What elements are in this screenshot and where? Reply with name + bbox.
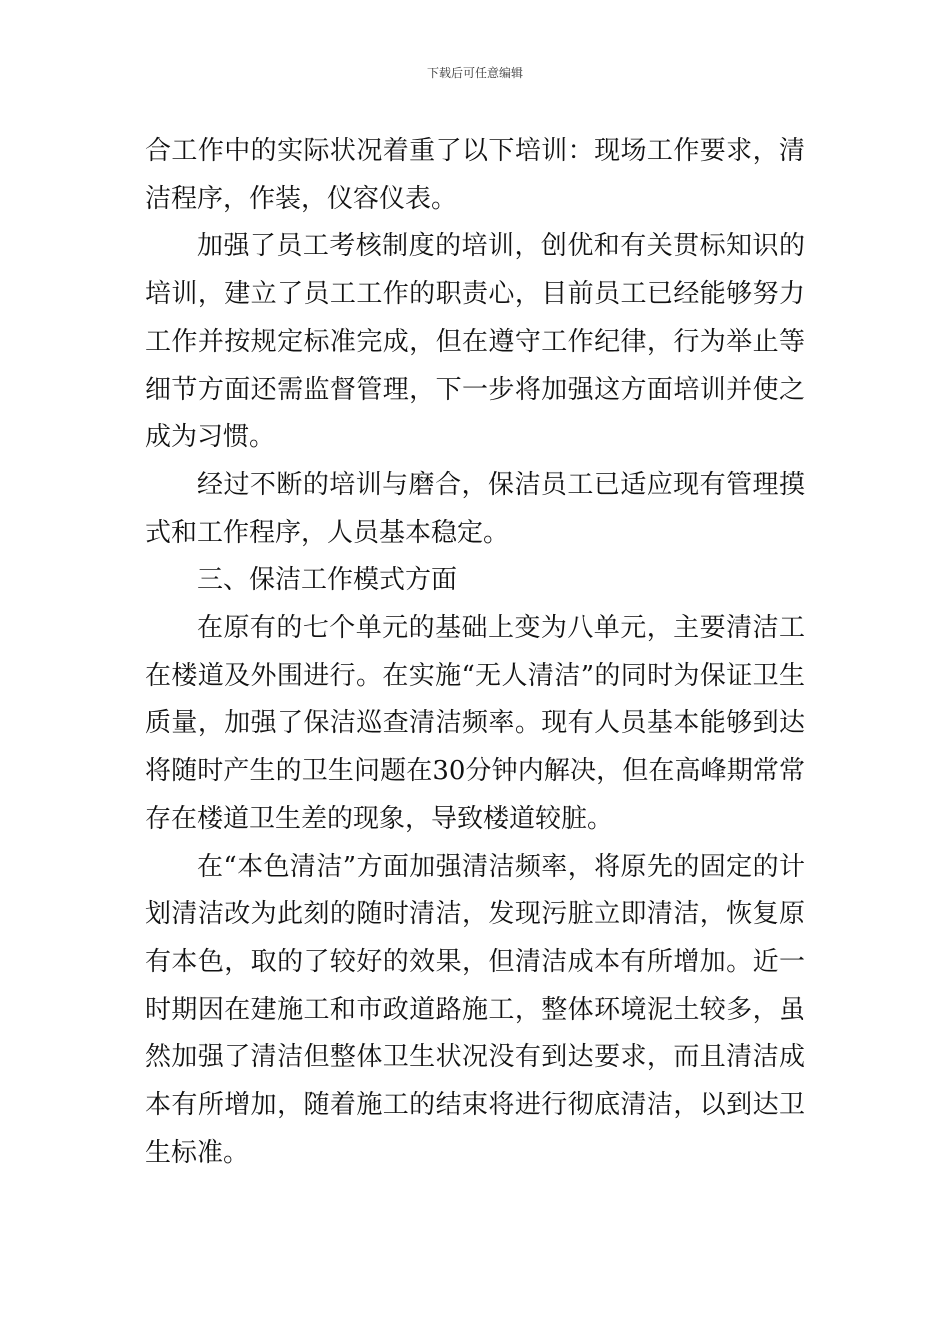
paragraph-continuation: 合工作中的实际状况着重了以下培训：现场工作要求，清洁程序，作装，仪容仪表。 — [145, 136, 805, 214]
section-heading: 三、保洁工作模式方面 — [197, 565, 458, 596]
paragraph-adaptation: 经过不断的培训与磨合，保洁员工已适应现有管理摸式和工作程序，人员基本稳定。 — [145, 469, 805, 548]
paragraph-training: 加强了员工考核制度的培训，创优和有关贯标知识的培训，建立了员工工作的职责心，目前员工已经能够努力工作并按规定标准完成，但在遵守工作纪律，行为举止等细节方面还需监督管理，下一步将加强这方面培训并使之成为习惯。 — [145, 231, 805, 453]
paragraph-natural-cleaning: 在“本色清洁”方面加强清洁频率，将原先的固定的计划清洁改为此刻的随时清洁，发现污脏立即清洁，恢复原有本色，取的了较好的效果，但清洁成本有所增加。近一时期因在建施工和市政道路施工，整体环境泥土较多，虽然加强了清洁但整体卫生状况没有到达要求，而且清洁成本有所增加，随着施工的结束将进行彻底清洁，以到达卫生标准。 — [145, 851, 805, 1168]
download-note: 下载后可任意编辑 — [426, 66, 523, 80]
document-body — [145, 128, 805, 1177]
paragraph-work-mode: 在原有的七个单元的基础上变为八单元，主要清洁工在楼道及外围进行。在实施“无人清洁”的同时为保证卫生质量，加强了保洁巡查清洁频率。现有人员基本能够到达将随时产生的卫生问题在30分钟内解决，但在高峰期常常存在楼道卫生差的现象，导致楼道较脏。 — [145, 613, 805, 834]
